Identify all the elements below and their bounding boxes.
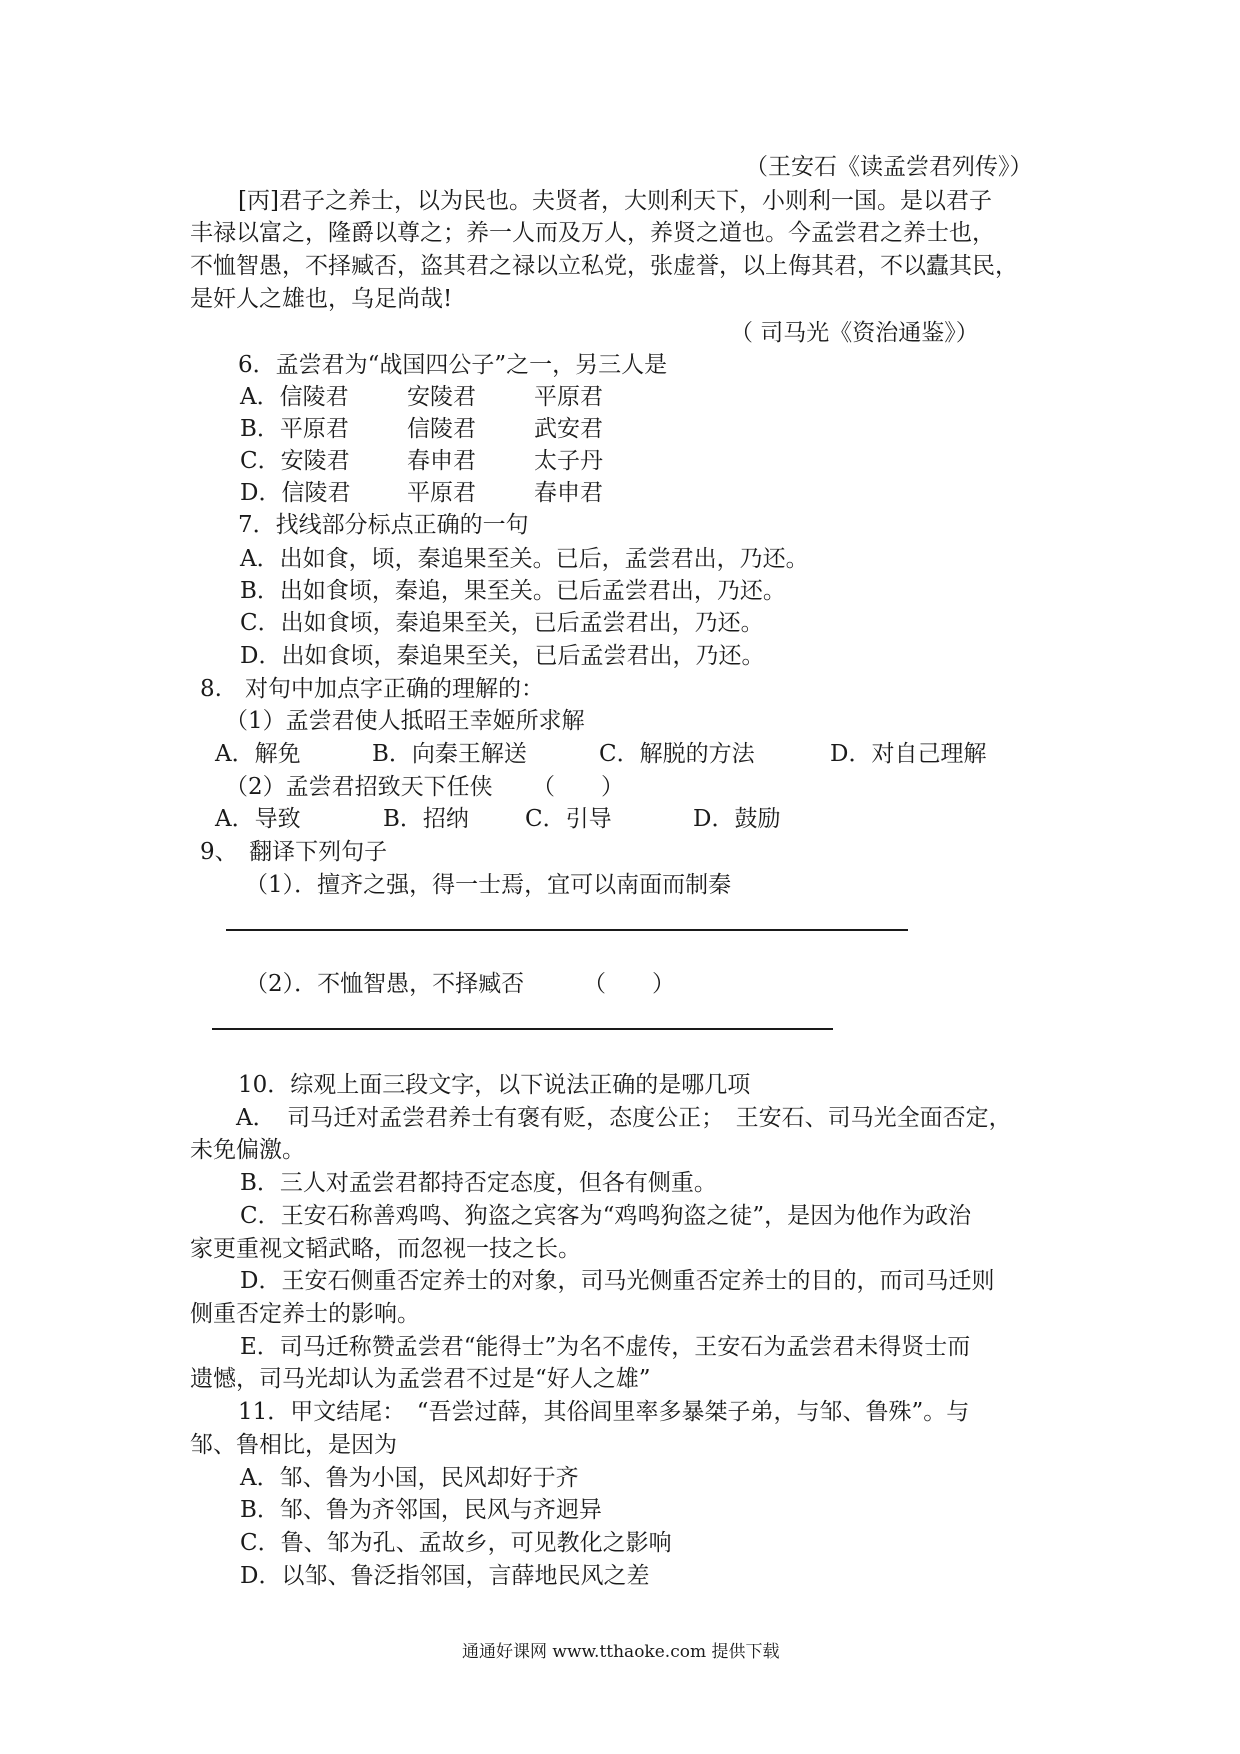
q8-sub1-option-d: D．对自己理解: [830, 741, 987, 767]
passage-bing-line-4: 是奸人之雄也，乌足尚哉!: [190, 286, 453, 312]
q6-option-b-1: B．平原君: [240, 416, 349, 442]
q6-stem: 6．孟尝君为“战国四公子”之一，另三人是: [238, 352, 668, 378]
q6-option-b-3: 武安君: [534, 416, 603, 442]
q6-option-d-3: 春申君: [534, 480, 603, 506]
q10-option-b: B．三人对孟尝君都持否定态度，但各有侧重。: [240, 1170, 717, 1196]
q11-option-c: C．鲁、邹为孔、孟故乡，可见教化之影响: [240, 1530, 672, 1556]
q10-stem: 10．综观上面三段文字，以下说法正确的是哪几项: [238, 1072, 751, 1098]
passage-bing-line-3: 不恤智愚，不择臧否，盗其君之禄以立私党，张虚誉，以上侮其君，不以蠹其民，: [190, 253, 1018, 279]
q6-option-a-3: 平原君: [534, 384, 603, 410]
q9-item-2-answer-line: [212, 1028, 833, 1030]
q8-sub2-option-c: C．引导: [525, 806, 612, 832]
q10-option-c-line-1: C．王安石称善鸡鸣、狗盗之宾客为“鸡鸣狗盗之徒”，是因为他作为政治: [240, 1203, 972, 1229]
q8-sub1-option-b: B．向秦王解送: [372, 741, 527, 767]
source-sima-guang: （ 司马光《资治通鉴》）: [730, 320, 979, 346]
q7-stem: 7．找线部分标点正确的一句: [238, 512, 529, 538]
q10-option-c-line-2: 家更重视文韬武略，而忽视一技之长。: [190, 1236, 581, 1262]
q11-option-d: D．以邹、鲁泛指邻国，言薛地民风之差: [240, 1563, 650, 1589]
q8-sub1-stem: （1）孟尝君使人抵昭王幸姬所求解: [225, 708, 585, 734]
q8-sub2-option-d: D．鼓励: [693, 806, 781, 832]
q10-option-d-line-2: 侧重否定养士的影响。: [190, 1301, 420, 1327]
q10-option-e-line-1: E．司马迁称赞孟尝君“能得士”为名不虚传，王安石为孟尝君未得贤士而: [240, 1334, 971, 1360]
passage-bing-line-1: [丙]君子之养士，以为民也。夫贤者，大则利天下，小则利一国。是以君子: [238, 188, 992, 214]
q9-item-1-answer-line: [226, 929, 908, 931]
q6-option-b-2: 信陵君: [407, 416, 476, 442]
q11-option-a: A．邹、鲁为小国，民风却好于齐: [240, 1465, 579, 1491]
q6-option-c-1: C．安陵君: [240, 448, 350, 474]
q9-stem: 9、 翻译下列句子: [200, 839, 388, 865]
q8-sub2-stem: （2）孟尝君招致天下任侠: [225, 774, 493, 800]
q9-item-1: （1）．擅齐之强，得一士焉，宜可以南面而制秦: [245, 872, 732, 898]
q6-option-d-2: 平原君: [407, 480, 476, 506]
q6-option-d-1: D．信陵君: [240, 480, 351, 506]
page-footer: 通通好课网 www.tthaoke.com 提供下载: [462, 1642, 780, 1662]
q10-option-a-line-2: 未免偏激。: [190, 1137, 305, 1163]
q6-option-c-2: 春申君: [407, 448, 476, 474]
q10-option-d-line-1: D．王安石侧重否定养士的对象，司马光侧重否定养士的目的，而司马迁则: [240, 1268, 995, 1294]
q7-option-c: C．出如食顷，秦追果至关，已后孟尝君出，乃还。: [240, 610, 764, 636]
q8-sub1-option-c: C．解脱的方法: [599, 741, 755, 767]
q8-sub2-answer-paren: （ ）: [532, 774, 624, 800]
q9-item-2: （2）．不恤智愚，不择臧否: [245, 971, 525, 997]
q11-option-b: B．邹、鲁为齐邻国，民风与齐迥异: [240, 1497, 602, 1523]
q8-stem: 8. 对句中加点字正确的理解的：: [200, 676, 544, 702]
q9-item-2-answer-paren: （ ）: [583, 971, 675, 997]
passage-bing-line-2: 丰禄以富之，隆爵以尊之；养一人而及万人，养贤之道也。今孟尝君之养士也，: [190, 220, 995, 246]
q8-sub2-option-a: A．导致: [215, 806, 301, 832]
q7-option-b: B．出如食顷，秦追，果至关。已后孟尝君出，乃还。: [240, 578, 786, 604]
q6-option-a-2: 安陵君: [407, 384, 476, 410]
q7-option-d: D．出如食顷，秦追果至关，已后孟尝君出，乃还。: [240, 643, 765, 669]
q8-sub1-option-a: A．解免: [215, 741, 301, 767]
q6-option-c-3: 太子丹: [534, 448, 603, 474]
source-wang-anshi: （王安石《读孟尝君列传》）: [745, 154, 1033, 180]
q6-option-a-1: A．信陵君: [240, 384, 349, 410]
q10-option-e-line-2: 遗憾，司马光却认为孟尝君不过是“好人之雄”: [190, 1366, 651, 1392]
q7-option-a: A．出如食，顷，秦追果至关。已后，孟尝君出，乃还。: [240, 546, 809, 572]
q11-stem-line-2: 邹、鲁相比，是因为: [190, 1432, 397, 1458]
q10-option-a-line-1: A． 司马迁对孟尝君养士有褒有贬，态度公正； 王安石、司马光全面否定，: [236, 1105, 1012, 1131]
q8-sub2-option-b: B．招纳: [383, 806, 469, 832]
q11-stem-line-1: 11．甲文结尾： “吾尝过薛，其俗闾里率多暴桀子弟，与邹、鲁殊”。与: [238, 1399, 970, 1425]
